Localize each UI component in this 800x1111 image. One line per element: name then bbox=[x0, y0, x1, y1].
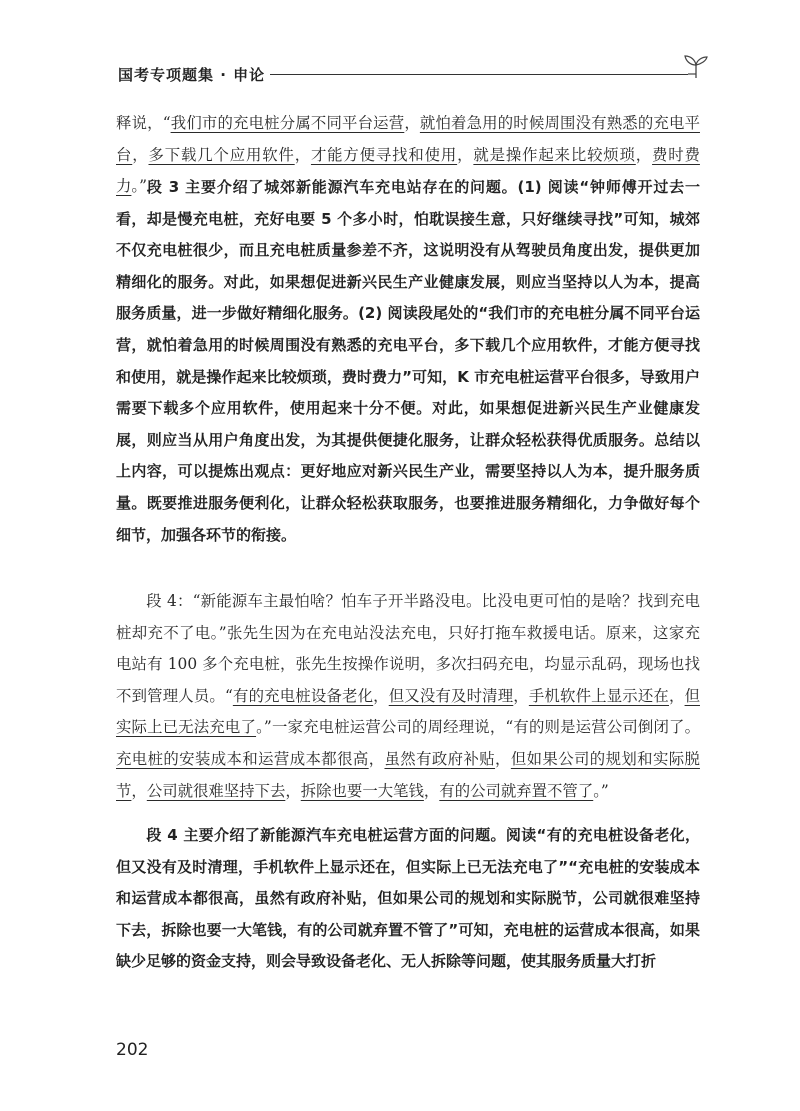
paragraph-quote-end: 释说，“我们市的充电桩分属不同平台运营，就怕着急用的时候周围没有熟悉的充电平台，多下载几个应用软件，才能方便寻找和使用，就是操作起来比较烦琐，费时费力。” bbox=[116, 114, 700, 196]
running-header bbox=[118, 62, 708, 92]
paragraph-analysis-4: 段 4 主要介绍了新能源汽车充电桩运营方面的问题。阅读“有的充电桩设备老化，但又没有及时清理，手机软件上显示还在，但实际上已无法充电了”“充电桩的安装成本和运营成本都很高，虽然有政府补贴，但如果公司的规划和实际脱节，公司就很难坚持下去，拆除也要一大笔钱，有的公司就弃置不管了”可知，充电桩的运营成本很高，如果缺少足够的资金支持，则会导致设备老化、无人拆除等问题，使其服务质量大打折 bbox=[116, 826, 700, 971]
sprout-icon bbox=[680, 54, 712, 80]
header-rule bbox=[270, 74, 688, 75]
header-title: 国考专项题集 · 申论 bbox=[118, 66, 266, 84]
page-number: 202 bbox=[116, 1040, 149, 1060]
paragraph-analysis-3: 段 3 主要介绍了城郊新能源汽车充电站存在的问题。(1) 阅读“钟师傅开过去一看，却是慢充电桩，充好电要 5 个多小时，怕耽误接生意，只好继续寻找”可知，城郊不仅充电桩很少，而且充电桩质量参差不齐，这说明没有从驾驶员角度出发，提供更加精细化的服务。对此，如果想促进新兴民生产业健康发展，则应当坚持以人为本，提高服务质量，进一步做好精细化服务。(2) 阅读段尾处的“我们市的充电桩分属不同平台运营，就怕着急用的时候周围没有熟悉的充电平台，多下载几个应用软件，才能方便寻找和使用，就是操作起来比较烦琐，费时费力”可知，K 市充电桩运营平台很多，导致用户需要下载多个应用软件，使用起来十分不便。对此，如果想促进新兴民生产业健康发展，则应当从用户角度出发，为其提供便捷化服务，让群众轻松获得优质服务。总结以上内容，可以提炼出观点：更好地应对新兴民生产业，需要坚持以人为本，提升服务质量。既要推进服务便利化，让群众轻松获取服务，也要推进服务精细化，力争做好每个细节，加强各环节的衔接。 bbox=[116, 178, 700, 544]
paragraph-source-4: 段 4：“新能源车主最怕啥？怕车子开半路没电。比没电更可怕的是啥？找到充电桩却充不了电。”张先生因为在充电站没法充电，只好打拖车救援电话。原来，这家充电站有 100 多个充电桩，张先生按操作说明，多次扫码充电，均显示乱码，现场也找不到管理人员。“有的充电桩设备老化，但又没有及时清理，手机软件上显示还在，但实际上已无法充电了。”一家充电桩运营公司的周经理说，“有的则是运营公司倒闭了。充电桩的安装成本和运营成本都很高，虽然有政府补贴，但如果公司的规划和实际脱节，公司就很难坚持下去，拆除也要一大笔钱，有的公司就弃置不管了。” bbox=[116, 592, 700, 800]
